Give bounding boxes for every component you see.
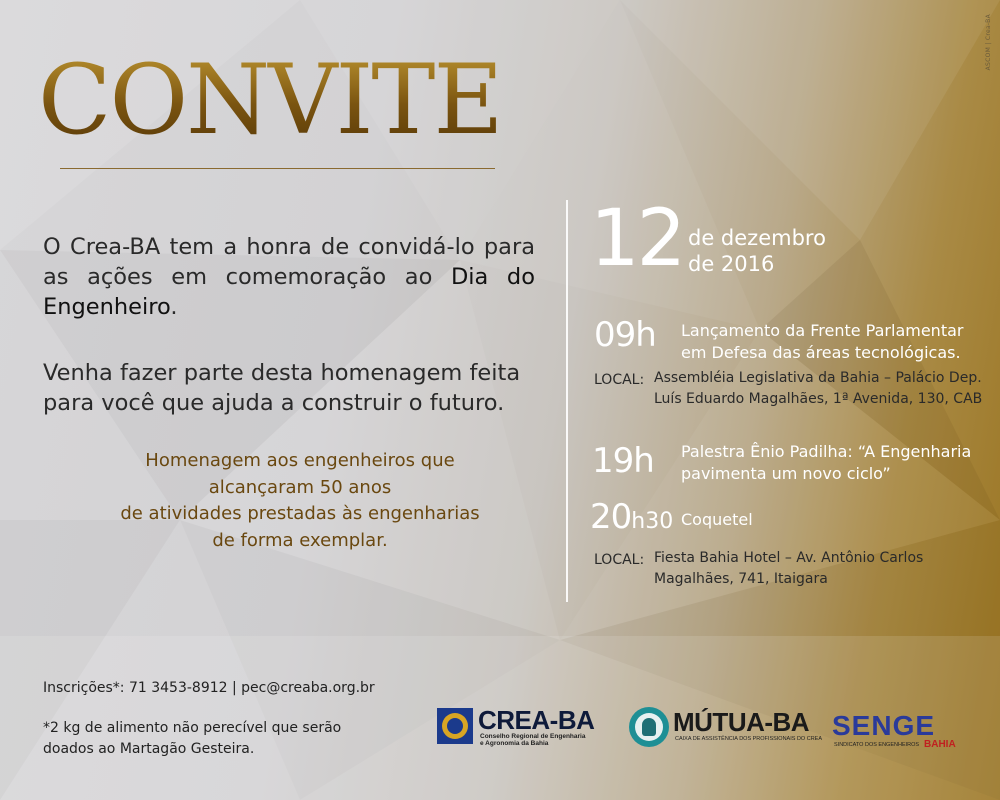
mutua-emblem-icon xyxy=(629,707,669,747)
address-line: Magalhães, 741, Itaigara xyxy=(654,571,828,587)
event-line: em Defesa das áreas tecnológicas. xyxy=(681,343,961,362)
honor-line: Homenagem aos engenheiros que xyxy=(145,450,455,471)
event-description: Coquetel xyxy=(681,510,753,529)
address-line: Luís Eduardo Magalhães, 1ª Avenida, 130, CAB xyxy=(654,391,983,407)
title-underline xyxy=(60,168,495,169)
note-line: *2 kg de alimento não perecível que serão xyxy=(43,720,342,736)
event-time-hour: 20 xyxy=(590,497,632,537)
honor-text xyxy=(100,448,500,554)
senge-logo-subtitle: SINDICATO DOS ENGENHEIROS xyxy=(834,742,920,748)
crea-subtitle-line: Conselho Regional de Engenharia xyxy=(480,733,586,740)
invitation-paragraph: Venha fazer parte desta homenagem feita para você que ajuda a construir o futuro. xyxy=(43,360,521,416)
registration-note xyxy=(43,718,373,760)
credit-label: ASCOM | Crea-BA xyxy=(985,14,992,71)
location-label: LOCAL: xyxy=(594,372,645,388)
honor-line: alcançaram 50 anos xyxy=(208,476,392,498)
page-title: CONVITE xyxy=(38,44,502,156)
honor-line: de forma exemplar. xyxy=(212,529,388,551)
intro-end: . xyxy=(170,294,178,320)
location-label: LOCAL: xyxy=(594,552,645,568)
event-year: de 2016 xyxy=(688,252,775,276)
address-line: Assembléia Legislativa da Bahia – Palácio Dep. xyxy=(654,370,982,386)
event-month: de dezembro xyxy=(688,226,826,250)
address-line: Fiesta Bahia Hotel – Av. Antônio Carlos xyxy=(654,550,924,566)
note-line: doados ao Martagão Gesteira. xyxy=(43,741,255,757)
mutua-logo-subtitle: CAIXA DE ASSISTÊNCIA DOS PROFISSIONAIS DO CREA xyxy=(675,736,823,742)
crea-subtitle-line: e Agronomia da Bahia xyxy=(480,740,549,747)
event-time xyxy=(590,497,674,537)
event-day: 12 xyxy=(590,194,684,284)
event-line: pavimenta um novo ciclo” xyxy=(681,464,891,483)
crea-emblem-icon xyxy=(437,708,473,744)
honor-line: de atividades prestadas às engenharias xyxy=(120,503,480,524)
event-time: 19h xyxy=(592,441,654,481)
senge-logo-bahia: BAHIA xyxy=(924,739,956,750)
crea-logo-subtitle xyxy=(480,733,585,747)
event-time: 09h xyxy=(594,315,656,355)
intro-highlight: Dia do Engenheiro xyxy=(43,264,535,320)
intro-paragraph xyxy=(43,232,535,322)
intro-text: O Crea-BA tem a honra de convidá-lo para as ações em comemoração ao xyxy=(43,234,535,290)
senge-logo-name: SENGE xyxy=(832,710,936,741)
event-time-minutes: h30 xyxy=(631,509,674,534)
location-address xyxy=(654,368,982,410)
crea-logo-name: CREA-BA xyxy=(478,705,595,735)
event-month-year xyxy=(688,225,826,277)
location-address xyxy=(654,548,923,590)
event-description xyxy=(681,320,963,364)
vertical-divider xyxy=(566,200,568,602)
event-line: Lançamento da Frente Parlamentar xyxy=(681,321,964,340)
registration-info: Inscrições*: 71 3453-8912 | pec@creaba.org.br xyxy=(43,680,375,696)
mutua-logo-name: MÚTUA-BA xyxy=(673,707,810,737)
event-line: Palestra Ênio Padilha: “A Engenharia xyxy=(681,442,972,461)
event-description xyxy=(681,441,971,485)
